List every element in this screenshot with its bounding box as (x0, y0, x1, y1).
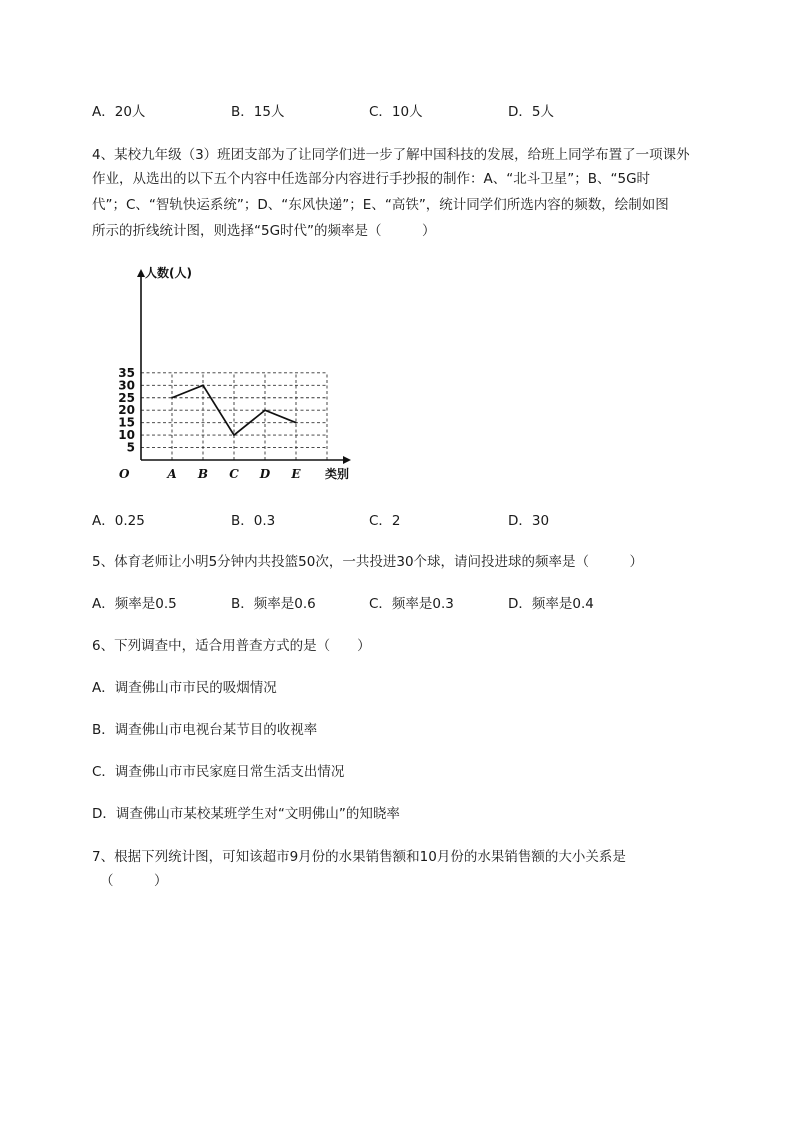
y-axis-label: 人数(人) (145, 266, 192, 280)
q5-option-b: B．频率是0.6 (231, 596, 316, 612)
chart-ticks (118, 366, 301, 481)
y-tick-label: 15 (118, 415, 135, 430)
data-point (295, 422, 297, 424)
q7-stem: 7、根据下列统计图，可知该超市9月份的水果销售额和10月份的水果销售额的大小关系是 (92, 849, 626, 865)
q5-option-d: D．频率是0.4 (508, 596, 594, 612)
q3-option-c: C．10人 (369, 104, 423, 120)
chart-grid (141, 373, 327, 460)
q7-answer-blank: （ ） (100, 873, 168, 889)
q6-option-b: B．调查佛山市电视台某节目的收视率 (92, 722, 318, 738)
y-tick-label: 30 (118, 378, 135, 393)
q3-option-d: D．5人 (508, 104, 554, 120)
data-point (171, 397, 173, 399)
q5-stem: 5、体育老师让小明5分钟内共投篮50次，一共投进30个球，请问投进球的频率是（ ） (92, 554, 644, 570)
x-axis-label: 类别 (325, 467, 350, 481)
q6-option-d: D．调查佛山市某校某班学生对“文明佛山”的知晓率 (92, 806, 400, 822)
x-tick-label: A (167, 467, 177, 481)
y-tick-label: 10 (118, 428, 135, 443)
q6-option-c: C．调查佛山市市民家庭日常生活支出情况 (92, 764, 345, 780)
x-tick-label: B (197, 467, 209, 481)
data-point (264, 409, 266, 411)
origin-label: O (119, 467, 130, 481)
q4-stem-line-4: 所示的折线统计图，则选择“5G时代”的频率是（ ） (92, 223, 436, 239)
q5-option-a: A．频率是0.5 (92, 596, 177, 612)
data-point (202, 385, 204, 387)
q4-stem-line-3: 代”；C、“智轨快运系统”；D、“东风快递”；E、“高铁”，统计同学们所选内容的频数，绘制如图 (92, 197, 669, 213)
y-tick-label: 25 (118, 390, 135, 405)
data-point (233, 434, 235, 436)
q4-stem-line-1: 4、某校九年级（3）班团支部为了让同学们进一步了解中国科技的发展，给班上同学布置了一项课外 (92, 147, 690, 163)
q4-stem-line-2: 作业，从选出的以下五个内容中任选部分内容进行手抄报的制作：A、“北斗卫星”；B、“5G时 (92, 171, 651, 187)
x-axis-arrow (343, 456, 351, 464)
y-tick-label: 20 (118, 403, 135, 418)
q4-option-b: B．0.3 (231, 513, 276, 529)
q5-option-c: C．频率是0.3 (369, 596, 454, 612)
line-chart (113, 262, 350, 486)
x-tick-label: C (229, 467, 239, 481)
q6-stem: 6、下列调查中，适合用普查方式的是（ ） (92, 638, 371, 654)
y-tick-label: 35 (118, 365, 135, 380)
y-tick-label: 5 (126, 440, 135, 455)
x-tick-label: E (291, 467, 301, 481)
q4-option-d: D．30 (508, 513, 550, 529)
y-axis-arrow (137, 269, 145, 277)
q4-option-c: C．2 (369, 513, 401, 529)
q3-option-b: B．15人 (231, 104, 285, 120)
x-tick-label: D (259, 467, 271, 481)
q3-option-a: A．20人 (92, 104, 146, 120)
q6-option-a: A．调查佛山市市民的吸烟情况 (92, 680, 277, 696)
q4-option-a: A．0.25 (92, 513, 145, 529)
